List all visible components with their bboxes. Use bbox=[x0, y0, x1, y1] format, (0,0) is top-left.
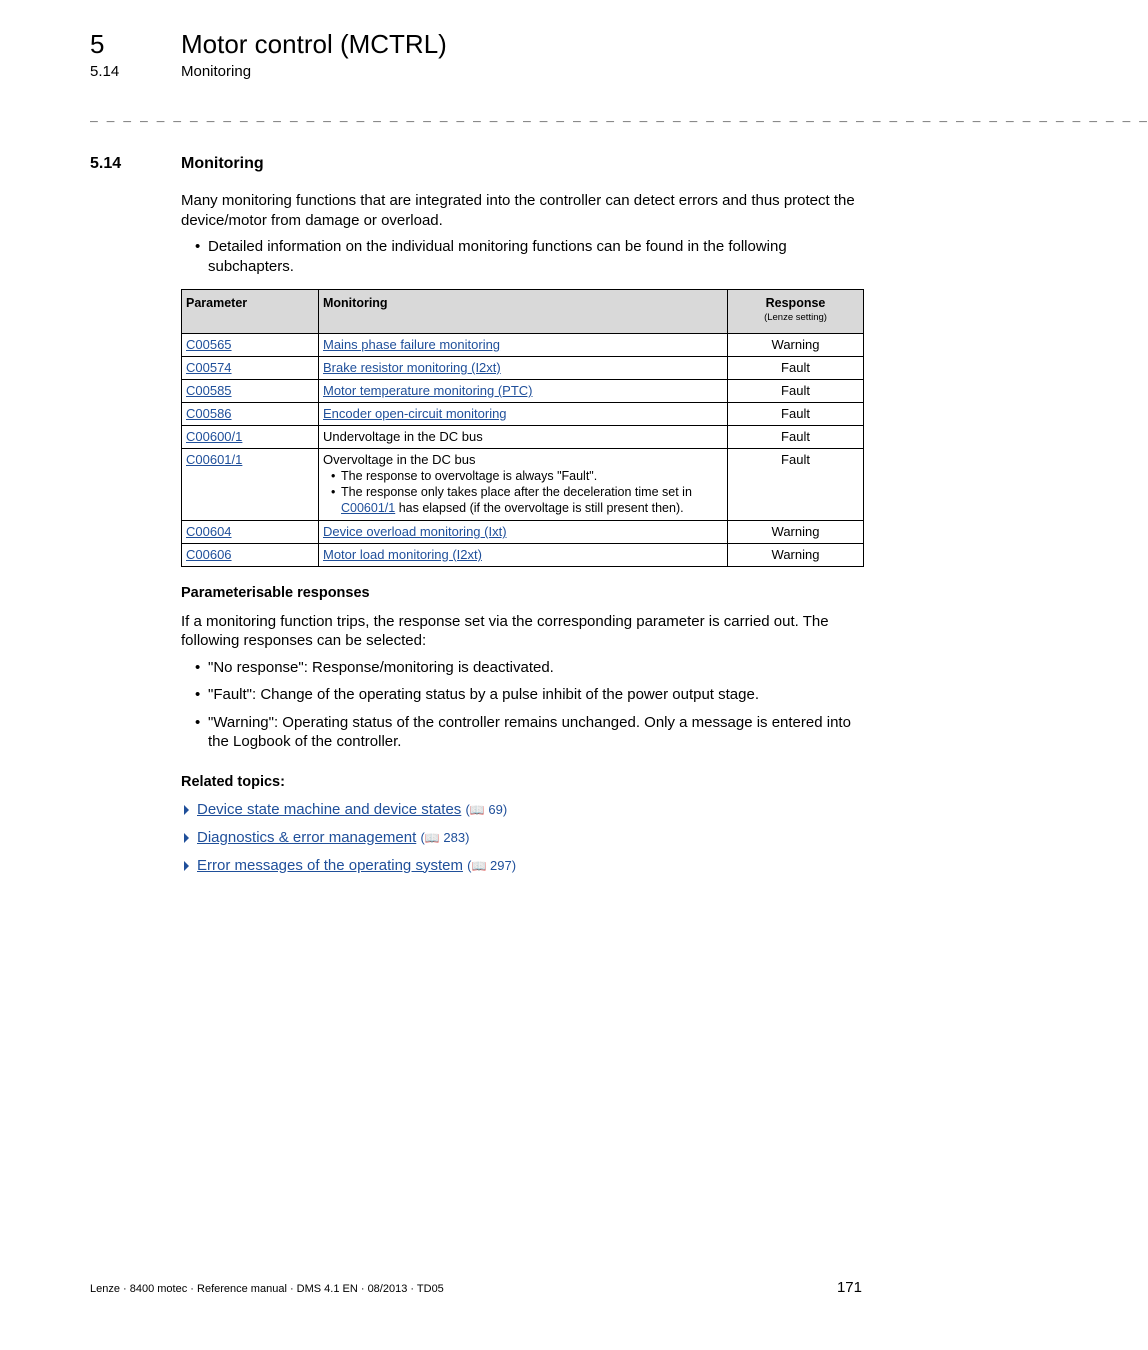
param-link-c00601-1[interactable]: C00601/1 bbox=[186, 452, 243, 467]
header-response-sub: (Lenze setting) bbox=[764, 312, 827, 323]
monitoring-link-mains-phase[interactable]: Mains phase failure monitoring bbox=[323, 337, 501, 352]
intro-bullet bbox=[181, 237, 864, 276]
monitoring-link-brake-resistor[interactable]: Brake resistor monitoring (I2xt) bbox=[323, 360, 501, 375]
responses-intro: If a monitoring function trips, the response set via the corresponding parameter is carried out. The following responses can be selected: bbox=[181, 612, 829, 649]
response-cell: Fault bbox=[728, 357, 864, 380]
related-item[interactable] bbox=[181, 852, 864, 880]
bullet-dot: • bbox=[331, 485, 336, 499]
header-response bbox=[728, 290, 864, 334]
separator-line: _ _ _ _ _ _ _ _ _ _ _ _ _ _ _ _ _ _ _ _ _ _ _ _ _ _ _ _ _ _ _ _ _ _ _ _ _ _ _ _ _ _ _ _ _ _ _ _ _ _ _ _ _ _ _ _ _ _ _ _ _ _ _ _ bbox=[90, 108, 1148, 123]
monitoring-link-motor-temperature[interactable]: Motor temperature monitoring (PTC) bbox=[323, 383, 533, 398]
param-link-c00600-1[interactable]: C00600/1 bbox=[186, 429, 243, 444]
param-link-c00586[interactable]: C00586 bbox=[186, 406, 232, 421]
table-row bbox=[182, 426, 864, 449]
related-link[interactable]: Device state machine and device states bbox=[197, 800, 462, 818]
table-row bbox=[182, 334, 864, 357]
page-reference: (📖 69) bbox=[465, 802, 507, 817]
param-link-c00574[interactable]: C00574 bbox=[186, 360, 232, 375]
table-header-row bbox=[182, 290, 864, 334]
responses-block bbox=[181, 584, 864, 752]
chapter-title: Motor control (MCTRL) bbox=[181, 29, 447, 59]
book-icon: 📖 bbox=[469, 802, 485, 817]
response-item: • "Warning": Operating status of the controller remains unchanged. Only a message is entered into the Logbook of the controller. bbox=[195, 713, 851, 750]
footer-text: Lenze · 8400 motec · Reference manual · DMS 4.1 EN · 08/2013 · TD05 bbox=[90, 1283, 444, 1295]
overvoltage-note-1: • The response to overvoltage is always "Fault". bbox=[331, 469, 598, 483]
table-row bbox=[182, 380, 864, 403]
intro-paragraph: Many monitoring functions that are integrated into the controller can detect errors and thus protect the device/motor from damage or overload. bbox=[181, 192, 855, 229]
table-row bbox=[182, 544, 864, 567]
param-link-c00606[interactable]: C00606 bbox=[186, 547, 232, 562]
related-item[interactable] bbox=[181, 796, 864, 824]
monitoring-link-motor-load[interactable]: Motor load monitoring (I2xt) bbox=[323, 547, 482, 562]
page-reference: (📖 283) bbox=[420, 830, 469, 845]
table-row bbox=[182, 357, 864, 380]
response-item: • "Fault": Change of the operating status by a pulse inhibit of the power output stage. bbox=[195, 686, 760, 703]
triangle-right-icon bbox=[184, 833, 189, 843]
book-icon: 📖 bbox=[424, 830, 440, 845]
monitoring-text-overvoltage: Overvoltage in the DC bus bbox=[323, 452, 476, 467]
bullet-dot: • bbox=[331, 469, 336, 483]
bullet-dot: • bbox=[195, 658, 201, 676]
header-parameter: Parameter bbox=[182, 290, 319, 334]
overvoltage-note-2: • The response only takes place after the deceleration time set in C00601/1 has elapsed (if the overvoltage is still present then). bbox=[331, 485, 692, 515]
monitoring-link-device-overload[interactable]: Device overload monitoring (Ixt) bbox=[323, 524, 507, 539]
bullet-dot: • bbox=[195, 686, 201, 703]
intro-block bbox=[181, 191, 864, 276]
triangle-right-icon bbox=[184, 805, 189, 815]
responses-heading: Parameterisable responses bbox=[181, 585, 370, 601]
page-number: 171 bbox=[836, 1279, 862, 1296]
response-cell: Fault bbox=[728, 380, 864, 403]
monitoring-table bbox=[181, 289, 864, 567]
section-title: Monitoring bbox=[181, 155, 264, 172]
section-number: 5.14 bbox=[90, 155, 122, 172]
chapter-number: 5 bbox=[90, 29, 105, 59]
response-cell: Fault bbox=[728, 426, 864, 449]
response-cell: Warning bbox=[728, 521, 864, 544]
header-monitoring: Monitoring bbox=[319, 290, 728, 334]
table-row bbox=[182, 449, 864, 521]
response-cell: Fault bbox=[728, 449, 864, 521]
related-link[interactable]: Error messages of the operating system bbox=[197, 856, 463, 874]
response-cell: Fault bbox=[728, 403, 864, 426]
triangle-right-icon bbox=[184, 861, 189, 871]
response-cell: Warning bbox=[728, 334, 864, 357]
monitoring-text-undervoltage: Undervoltage in the DC bus bbox=[319, 426, 728, 449]
response-item: • "No response": Response/monitoring is deactivated. bbox=[195, 658, 554, 676]
response-cell: Warning bbox=[728, 544, 864, 567]
param-link-c00585[interactable]: C00585 bbox=[186, 383, 232, 398]
related-topics bbox=[181, 773, 864, 880]
table-row bbox=[182, 403, 864, 426]
table-row bbox=[182, 521, 864, 544]
bullet-dot: • bbox=[195, 713, 201, 731]
param-link-c00604[interactable]: C00604 bbox=[186, 524, 232, 539]
header-section-number: 5.14 bbox=[90, 63, 120, 80]
inline-link-c00601-1[interactable]: C00601/1 bbox=[341, 501, 396, 515]
header-section-title: Monitoring bbox=[181, 63, 252, 80]
bullet-dot: • bbox=[195, 238, 201, 255]
related-link[interactable]: Diagnostics & error management bbox=[197, 828, 417, 846]
related-heading: Related topics: bbox=[181, 774, 285, 790]
param-link-c00565[interactable]: C00565 bbox=[186, 337, 232, 352]
header-response-label: Response bbox=[765, 296, 826, 310]
intro-bullet-text: Detailed information on the individual monitoring functions can be found in the following subchapters. bbox=[208, 238, 787, 275]
book-icon: 📖 bbox=[471, 858, 487, 873]
related-item[interactable] bbox=[181, 824, 864, 852]
monitoring-link-encoder[interactable]: Encoder open-circuit monitoring bbox=[323, 406, 507, 421]
page-reference: (📖 297) bbox=[467, 858, 516, 873]
